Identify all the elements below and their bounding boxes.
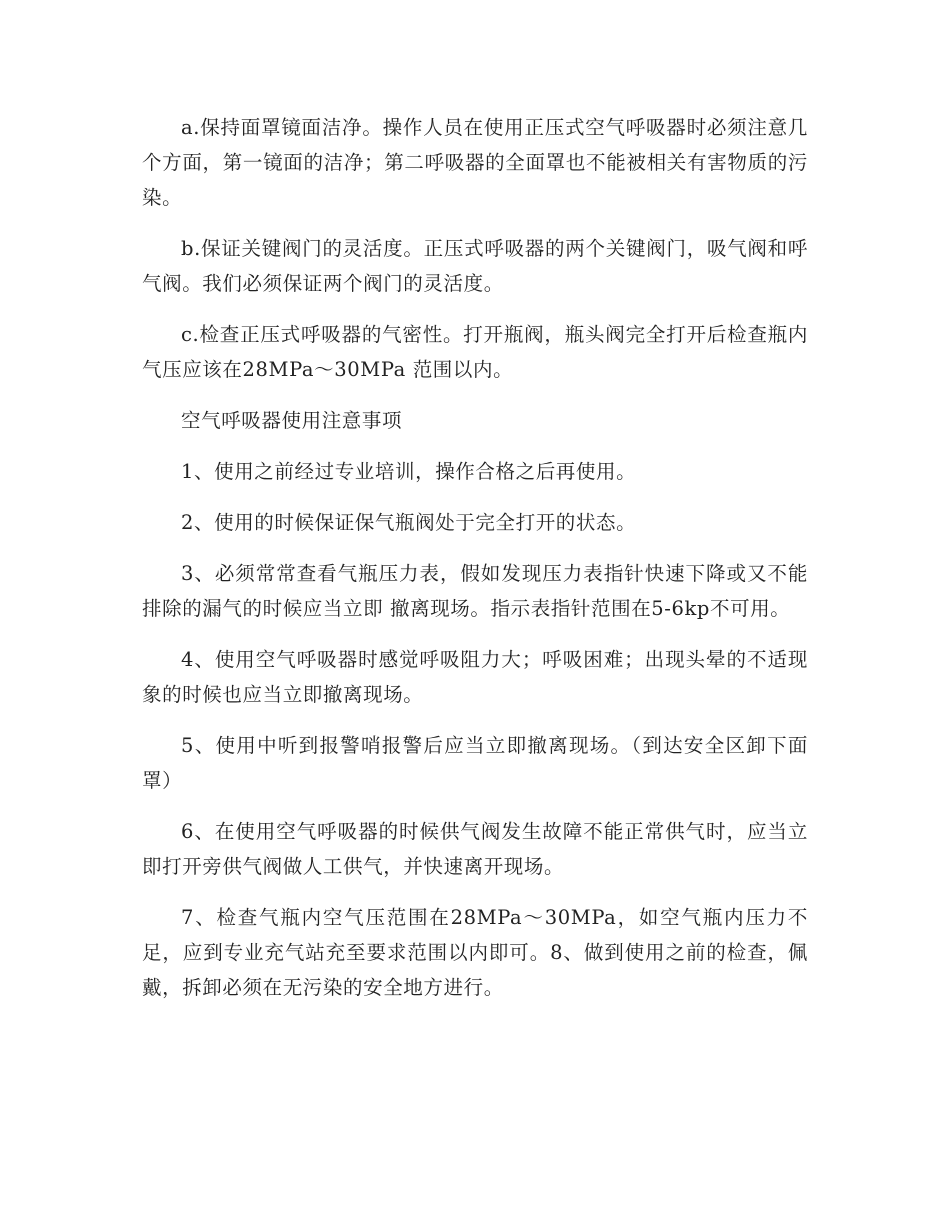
list-item-1: 1、使用之前经过专业培训，操作合格之后再使用。: [181, 460, 637, 483]
list-item-5: 5、使用中听到报警哨报警后应当立即撤离现场。（到达安全区卸下面罩）: [142, 734, 808, 792]
section-heading: 空气呼吸器使用注意事项: [181, 409, 403, 432]
document-body: [142, 110, 808, 1021]
list-item-3: 3、必须常常查看气瓶压力表，假如发现压力表指针快速下降或又不能排除的漏气的时候应当立即 撤离现场。指示表指针范围在5-6kp不可用。: [142, 562, 808, 620]
list-item-2: 2、使用的时候保证保气瓶阀处于完全打开的状态。: [181, 511, 637, 534]
paragraph-a: a.保持面罩镜面洁净。操作人员在使用正压式空气呼吸器时必须注意几个方面，第一镜面的洁净；第二呼吸器的全面罩也不能被相关有害物质的污染。: [142, 116, 808, 209]
paragraph-c: c.检查正压式呼吸器的气密性。打开瓶阀，瓶头阀完全打开后检查瓶内气压应该在28MPa～30MPa 范围以内。: [142, 323, 808, 381]
list-item-6: 6、在使用空气呼吸器的时候供气阀发生故障不能正常供气时，应当立即打开旁供气阀做人工供气，并快速离开现场。: [142, 820, 808, 878]
list-item-4: 4、使用空气呼吸器时感觉呼吸阻力大；呼吸困难；出现头晕的不适现象的时候也应当立即撤离现场。: [142, 648, 808, 706]
paragraph-b: b.保证关键阀门的灵活度。正压式呼吸器的两个关键阀门，吸气阀和呼气阀。我们必须保证两个阀门的灵活度。: [142, 237, 808, 295]
list-item-7: 7、检查气瓶内空气压范围在28MPa～30MPa，如空气瓶内压力不足，应到专业充气站充至要求范围以内即可。8、做到使用之前的检查，佩戴，拆卸必须在无污染的安全地方进行。: [142, 906, 808, 999]
